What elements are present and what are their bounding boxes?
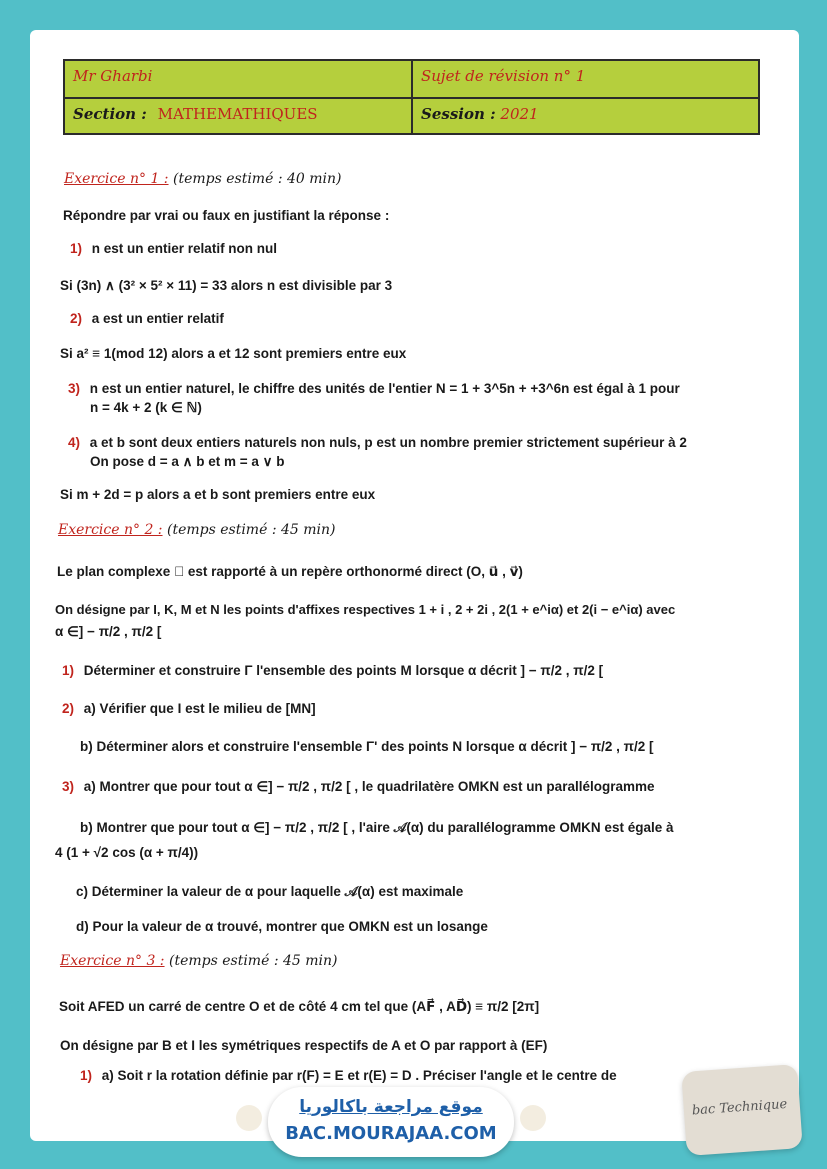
ex1-intro: Répondre par vrai ou faux en justifiant la réponse : <box>63 208 390 223</box>
ex1-q1-cond: Si (3n) ∧ (3² × 5² × 11) = 33 alors n est divisible par 3 <box>60 278 393 293</box>
subject: Sujet de révision n° 1 <box>421 67 586 85</box>
ex1-q1-num: 1) <box>70 241 83 256</box>
logo-icon <box>520 1105 546 1131</box>
session-value: 2021 <box>500 105 539 123</box>
ex1-q2-cond: Si a² ≡ 1(mod 12) alors a et 12 sont premiers entre eux <box>60 346 407 361</box>
logo-icon <box>236 1105 262 1131</box>
section-value: MATHEMATHIQUES <box>157 105 318 123</box>
session-label: Session : <box>421 105 496 123</box>
ex2-q2-num: 2) <box>62 701 75 716</box>
ex3-intro2: On désigne par B et I les symétriques respectifs de A et O par rapport à (EF) <box>60 1038 548 1053</box>
ex1-q2-num: 2) <box>70 311 83 326</box>
ex1-q1 <box>70 241 277 256</box>
ex2-q2b: b) Déterminer alors et construire l'ensemble Γ' des points N lorsque α décrit ] − π/2 , π/2 [ <box>80 739 654 754</box>
author: Mr Gharbi <box>73 67 153 85</box>
badge-text: bac Technique <box>691 1096 788 1119</box>
ex3-q1a: a) Soit r la rotation définie par r(F) = E et r(E) = D . Préciser l'angle et le centre de <box>101 1068 617 1083</box>
ex1-q2-text: a est un entier relatif <box>91 311 224 326</box>
ex2-q3a: a) Montrer que pour tout α ∈] − π/2 , π/2 [ , le quadrilatère OMKN est un parallélogramme <box>83 779 655 794</box>
section-label: Section : <box>73 105 147 123</box>
bac-technique-badge <box>681 1064 803 1156</box>
ex1-q3 <box>68 381 680 396</box>
ex1-q3-text2: n = 4k + 2 (k ∈ ℕ) <box>90 400 202 415</box>
session <box>421 105 539 123</box>
document-page <box>30 30 799 1141</box>
ex2-q1-num: 1) <box>62 663 75 678</box>
ex1-q4 <box>68 435 687 450</box>
ex2-title: Exercice n° 2 : <box>58 522 163 538</box>
ex2-heading <box>58 522 335 538</box>
header-divider <box>65 97 758 99</box>
section <box>73 105 318 123</box>
brand-arabic: موقع مراجعة باكالوريا <box>299 1097 483 1117</box>
ex3-heading <box>60 953 337 969</box>
ex2-intro3: α ∈] − π/2 , π/2 [ <box>55 624 162 639</box>
ex1-q2 <box>70 311 224 326</box>
header-table <box>63 59 760 135</box>
ex1-duration: (temps estimé : 40 min) <box>172 171 342 187</box>
ex1-q3-text1: n est un entier naturel, le chiffre des unités de l'entier N = 1 + 3^5n + +3^6n est égal à 1 pour <box>89 381 680 396</box>
brand-url[interactable]: BAC.MOURAJAA.COM <box>285 1123 497 1144</box>
ex1-q4-text2: On pose d = a ∧ b et m = a ∨ b <box>90 454 285 469</box>
ex1-q1-text: n est un entier relatif non nul <box>91 241 278 256</box>
ex3-intro1: Soit AFED un carré de centre O et de côté 4 cm tel que (AF⃗ , AD⃗) ≡ π/2 [2π] <box>59 999 540 1014</box>
ex2-duration: (temps estimé : 45 min) <box>166 522 336 538</box>
ex3-q1-num: 1) <box>80 1068 93 1083</box>
ex2-intro1: Le plan complexe 𝒫 est rapporté à un repère orthonormé direct (O, u⃗ , v⃗) <box>57 564 523 579</box>
ex2-q3b2: 4 (1 + √2 cos (α + π/4)) <box>55 845 199 860</box>
ex1-q4-text1: a et b sont deux entiers naturels non nuls, p est un nombre premier strictement supérieur à 2 <box>89 435 687 450</box>
ex3-q1 <box>80 1068 617 1083</box>
ex1-title: Exercice n° 1 : <box>64 171 169 187</box>
ex1-q4-num: 4) <box>68 435 81 450</box>
ex1-q4-cond: Si m + 2d = p alors a et b sont premiers entre eux <box>60 487 376 502</box>
ex1-heading <box>64 171 341 187</box>
ex2-q3d: d) Pour la valeur de α trouvé, montrer que OMKN est un losange <box>76 919 488 934</box>
ex2-q2a: a) Vérifier que I est le milieu de [MN] <box>83 701 316 716</box>
site-brand[interactable] <box>268 1087 514 1157</box>
ex1-q3-num: 3) <box>68 381 81 396</box>
ex2-q2 <box>62 701 316 716</box>
ex2-q1 <box>62 663 603 678</box>
ex2-intro2: On désigne par I, K, M et N les points d'affixes respectives 1 + i , 2 + 2i , 2(1 + e^iα) et 2(i − e^iα) avec <box>55 602 676 617</box>
ex2-q3 <box>62 779 654 795</box>
ex2-q3c: c) Déterminer la valeur de α pour laquelle 𝒜(α) est maximale <box>76 884 464 899</box>
ex2-q3b1: b) Montrer que pour tout α ∈] − π/2 , π/2 [ , l'aire 𝒜(α) du parallélogramme OMKN est égale à <box>80 820 674 835</box>
ex2-q3-num: 3) <box>62 779 75 794</box>
ex3-title: Exercice n° 3 : <box>60 953 165 969</box>
ex3-duration: (temps estimé : 45 min) <box>168 953 338 969</box>
ex2-q1-text: Déterminer et construire Γ l'ensemble des points M lorsque α décrit ] − π/2 , π/2 [ <box>83 663 604 678</box>
